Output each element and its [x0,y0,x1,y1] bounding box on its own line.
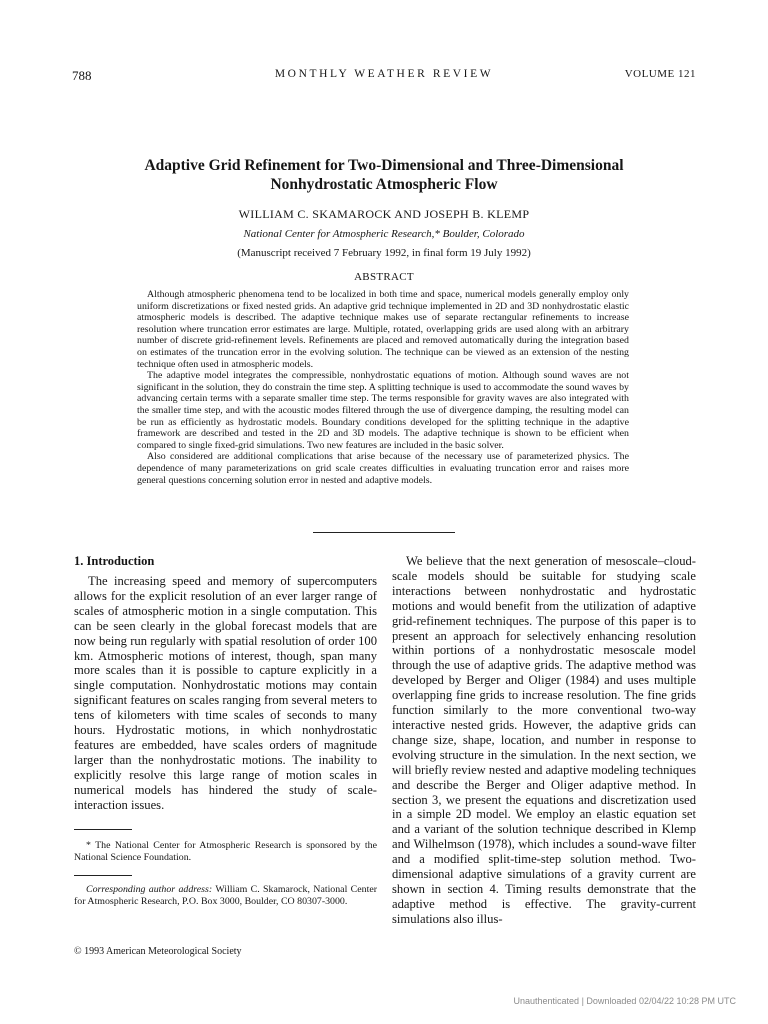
footnote-rule [74,829,132,830]
section-divider [313,532,455,533]
abstract-heading: ABSTRACT [354,271,414,283]
corresponding-label: Corresponding author address: [86,884,213,895]
footnote-corresponding-author [74,884,377,907]
left-column [74,574,377,813]
title-line-1: Adaptive Grid Refinement for Two-Dimensional and Three-Dimensional [144,157,624,174]
section-heading-introduction: 1. Introduction [74,554,155,568]
download-notice: Unauthenticated | Downloaded 02/04/22 10:28 PM UTC [513,996,736,1006]
abstract-paragraph: Also considered are additional complications that arise because of the necessary use of parameterized physics. The dependence of many parameterizations on grid scale creates difficulties in evaluating truncation error and raises more general questions concerning solution error in nested and adaptive models. [137,451,629,486]
right-column [392,554,696,927]
volume-label: VOLUME 121 [624,68,696,80]
abstract-body [137,289,629,486]
footnote-text: * The National Center for Atmospheric Research is sponsored by the National Science Foundation. [74,840,377,863]
footnote-sponsor [74,840,377,863]
body-paragraph: We believe that the next generation of mesoscale–cloud-scale models should be suitable for studying scale interactions between nonhydrostatic and hydrostatic motions and would benefit from the utilization of adaptive grid-refinement techniques. The purpose of this paper is to present an approach for selectively enhancing resolution within portions of a nonhydrostatic mesoscale model through the use of adaptive grids. The adaptive method was developed by Berger and Oliger (1984) and uses multiple overlapping fine grids to increase resolution. The fine grids function similarly to the more conventional two-way interactive nested grids. However, the adaptive grids can change size, shape, location, and number in response to evolving structure in the simulation. In the next section, we will briefly review nested and adaptive modeling techniques and describe the Berger and Oliger adaptive method. In section 3, we present the equations and discretization used in a simple 2D model. We employ an elastic equation set and a variant of the solution technique described in Klemp and Wilhelmson (1978), which includes a sound-wave filter and a modified split-time-step solution method. Two-dimensional adaptive simulations of a gravity current are shown in section 4. Timing results demonstrate that the adaptive method is effective. The gravity-current simulations also illus- [392,554,696,926]
article-title [80,156,688,194]
page-number: 788 [72,68,92,83]
corresponding-address: William C. Skamarock, National Center for Atmospheric Research, P.O. Box 3000, Boulder, CO 80307-3000. [74,884,377,907]
abstract-paragraph: Although atmospheric phenomena tend to be localized in both time and space, numerical models generally employ only uniform discretizations or fixed nested grids. An adaptive grid technique implemented in 2D and 3D nonhydrostatic elastic atmospheric models is described. The adaptive technique makes use of separate rectangular refinements to increase resolution where truncation error estimates are large. Multiple, rotated, overlapping grids are used along with an arbitrary number of discrete grid-refinement levels. Refinements are placed and removed automatically during the integration based on estimates of the truncation error in the evolving solution. The technique can be viewed as an extension of the nesting technique often used in atmospheric models. [137,289,629,370]
article-authors: WILLIAM C. SKAMAROCK AND JOSEPH B. KLEMP [238,207,530,221]
body-paragraph: The increasing speed and memory of supercomputers allows for the explicit resolution of an ever larger range of scales of atmospheric motion in a single computation. This can be seen clearly in the global forecast models that are now being run regularly with spatial resolution of order 100 km. Atmospheric motions of interest, though, span many more scales than it is possible to capture explicitly in a single computation. Nonhydrostatic motions may contain significant features on scales ranging from several meters to tens of kilometers with time scales of seconds to many hours. Hydrostatic motions, in which nonhydrostatic features are embedded, have scales orders of magnitude larger than the nonhydrostatic motions. The inability to explicitly resolve this large range of motion scales in numerical models has hindered the study of scale-interaction issues. [74,574,377,812]
journal-name: MONTHLY WEATHER REVIEW [274,68,494,80]
manuscript-dates: (Manuscript received 7 February 1992, in final form 19 July 1992) [237,247,531,259]
copyright-notice: © 1993 American Meteorological Society [74,946,242,957]
abstract-paragraph: The adaptive model integrates the compressible, nonhydrostatic equations of motion. Although sound waves are not significant in the solution, they do constrain the time step. A splitting technique is used to accommodate the sound waves by advancing certain terms with a separate smaller time step. The terms responsible for gravity waves are also integrated with the smaller time step, and with the acoustic modes filtered through the use of divergence damping, the resulting model can be run as efficiently as hydrostatic models. Boundary conditions developed for the splitting technique in the adaptive framework are described and tested in the 2D and 3D models. The adaptive technique is shown to be efficient when compared to single fixed-grid simulations. Two new features are included in the basic solver. [137,370,629,451]
author-affiliation: National Center for Atmospheric Research,* Boulder, Colorado [243,228,525,240]
title-line-2: Nonhydrostatic Atmospheric Flow [270,176,498,193]
footnote-rule [74,875,132,876]
